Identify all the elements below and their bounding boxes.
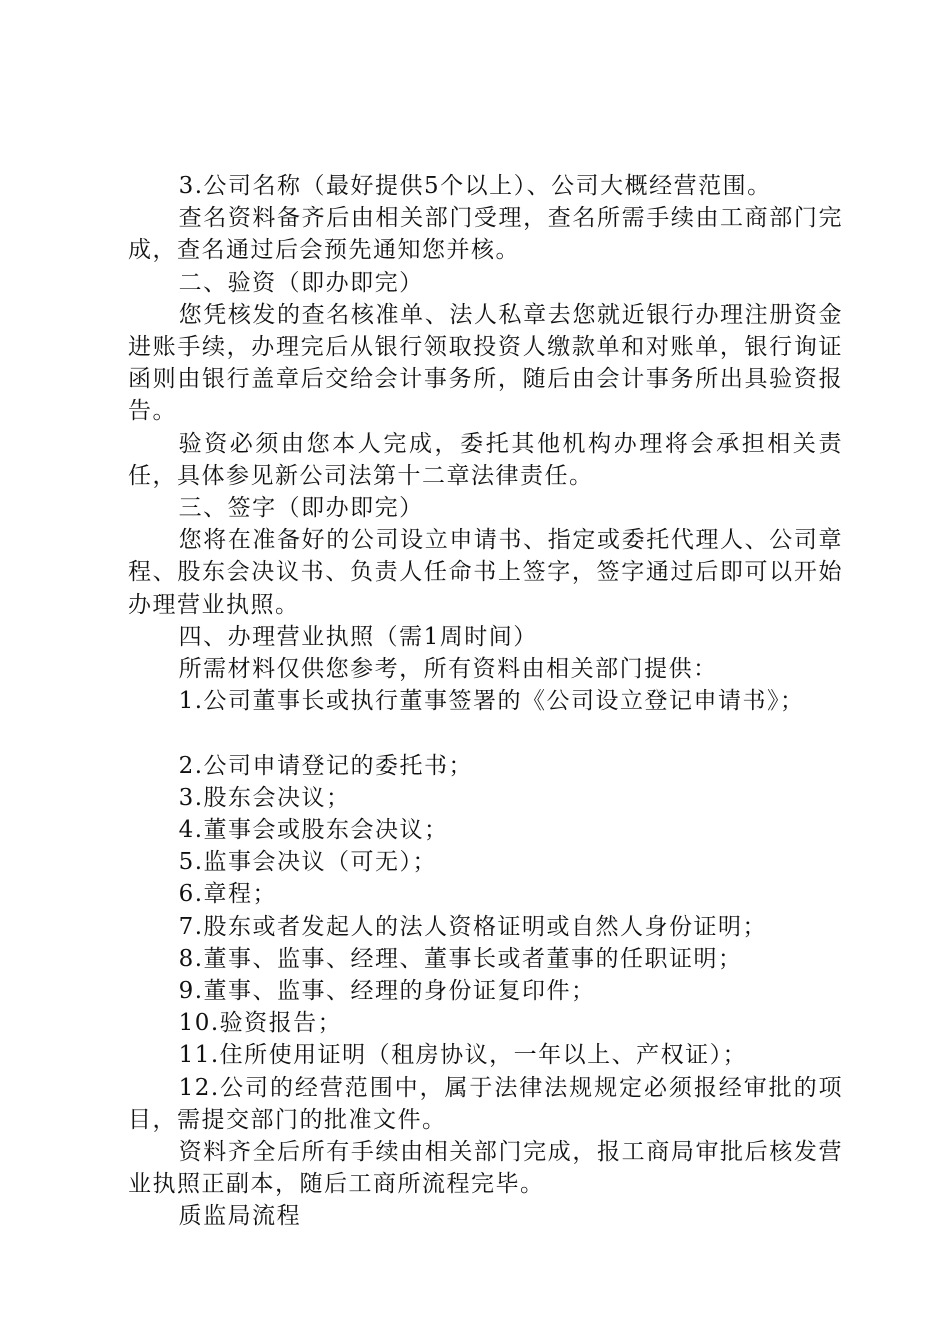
- paragraph-license-completion: 资料齐全后所有手续由相关部门完成，报工商局审批后核发营业执照正副本，随后工商所流程完毕。: [128, 1139, 843, 1198]
- list-item-1: 1.公司董事长或执行董事签署的《公司设立登记申请书》；: [178, 688, 805, 715]
- section-heading-signature: 三、签字（即办即完）: [178, 495, 424, 522]
- list-item-7: 7.股东或者发起人的法人资格证明或自然人身份证明；: [178, 913, 768, 940]
- list-item-4: 4.董事会或股东会决议；: [178, 817, 449, 844]
- section-heading-quality-bureau: 质监局流程: [178, 1203, 302, 1230]
- list-item-10: 10.验资报告；: [178, 1010, 343, 1037]
- list-item-12: 12.公司的经营范围中，属于法律法规规定必须报经审批的项目，需提交部门的批准文件。: [128, 1074, 843, 1133]
- list-item-3: 3.股东会决议；: [178, 784, 351, 811]
- list-item-9: 9.董事、监事、经理的身份证复印件；: [178, 978, 596, 1005]
- list-item-5: 5.监事会决议（可无）；: [178, 849, 438, 876]
- list-item-6: 6.章程；: [178, 881, 278, 908]
- paragraph-name-check: 查名资料备齐后由相关部门受理，查名所需手续由工商部门完成，查名通过后会预先通知您并核。: [128, 205, 843, 264]
- section-heading-capital-verification: 二、验资（即办即完）: [178, 269, 424, 296]
- section-heading-business-license: 四、办理营业执照（需1周时间）: [178, 623, 538, 650]
- blank-line: [128, 717, 843, 749]
- paragraph-materials-intro: 所需材料仅供您参考，所有资料由相关部门提供：: [178, 656, 718, 683]
- paragraph-signature: 您将在准备好的公司设立申请书、指定或委托代理人、公司章程、股东会决议书、负责人任命书上签字，签字通过后即可以开始办理营业执照。: [128, 527, 843, 618]
- list-item-8: 8.董事、监事、经理、董事长或者董事的任职证明；: [178, 945, 743, 972]
- paragraph-name-requirement: 3.公司名称（最好提供5个以上）、公司大概经营范围。: [178, 173, 772, 199]
- document-body: [128, 170, 843, 1233]
- paragraph-capital-verification: 您凭核发的查名核准单、法人私章去您就近银行办理注册资金进账手续，办理完后从银行领取投资人缴款单和对账单，银行询证函则由银行盖章后交给会计事务所，随后由会计事务所出具验资报告。: [128, 301, 843, 425]
- paragraph-verification-responsibility: 验资必须由您本人完成，委托其他机构办理将会承担相关责任，具体参见新公司法第十二章法律责任。: [128, 430, 843, 489]
- list-item-11: 11.住所使用证明（租房协议，一年以上、产权证）；: [178, 1042, 748, 1069]
- list-item-2: 2.公司申请登记的委托书；: [178, 752, 474, 779]
